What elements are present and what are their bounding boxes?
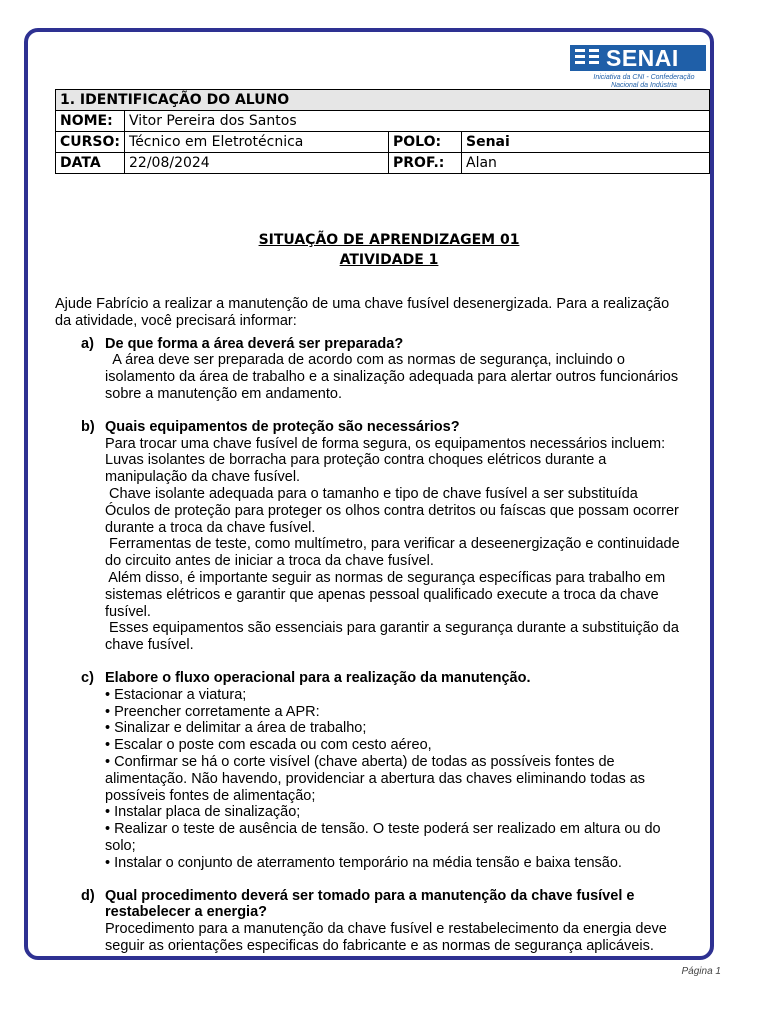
answer-line: isolamento da área de trabalho e a sinalização adequada para alertar outros funcionários [105,369,679,386]
answer-line: Chave isolante adequada para o tamanho e tipo de chave fusível a ser substituída [105,485,638,502]
question-letter: b) [81,418,95,435]
answer-line: Óculos de proteção para proteger os olhos contra detritos ou faíscas que possam ocorrer [105,502,679,519]
intro-line: da atividade, você precisará informar: [55,312,297,329]
polo-label: POLO: [389,132,462,153]
answer-line: • Sinalizar e delimitar a área de trabalho; [105,720,367,737]
answer-line: • Realizar o teste de ausência de tensão. O teste poderá ser realizado em altura ou do [105,821,661,838]
course-value: Técnico em Eletrotécnica [125,132,389,153]
answer-line: • Instalar o conjunto de aterramento temporário na média tensão e baixa tensão. [105,854,622,871]
senai-logo-box [570,45,706,71]
answer-line: seguir as orientações especificas do fabricante e as normas de segurança aplicáveis. [105,937,654,954]
question-item [55,670,725,872]
answer-line: sistemas elétricos e garantir que apenas pessoal qualificado execute a troca da chave [105,586,659,603]
answer-line: chave fusível. [105,637,194,654]
question-item [55,336,725,403]
answer-line: durante a troca da chave fusível. [105,519,316,536]
senai-logo-text: SENAI [606,45,679,71]
prof-label: PROF.: [389,153,462,174]
heading-line-1: SITUAÇÃO DE APRENDIZAGEM 01 [258,232,520,248]
logo-tagline-2: Nacional da Indústria [611,82,677,89]
answer-line: • Estacionar a viatura; [105,686,247,703]
question-title: restabelecer a energia? [105,904,268,921]
answer-line: sobre a manutenção em andamento. [105,385,342,402]
answer-line: solo; [105,837,136,854]
questions-list [55,336,725,955]
question-letter: c) [81,669,94,686]
question-item [55,888,725,955]
intro-line: Ajude Fabrício a realizar a manutenção de uma chave fusível desenergizada. Para a realização [55,296,670,312]
senai-emblem-icon [573,45,603,71]
activity-heading [0,230,768,270]
identification-table [55,89,710,174]
answer-line: Luvas isolantes de borracha para proteção contra choques elétricos durante a [105,452,607,469]
answer-line: Ferramentas de teste, como multímetro, para verificar a deseenergização e continuidade [105,536,680,553]
question-title: De que forma a área deverá ser preparada? [105,335,404,352]
logo-tagline-1: Iniciativa da CNI - Confederação [593,74,695,81]
prof-value: Alan [462,153,710,174]
senai-logo [570,45,706,89]
question-title: Quais equipamentos de proteção são necessários? [105,418,460,435]
question-title: Elabore o fluxo operacional para a realização da manutenção. [105,669,531,686]
date-value: 22/08/2024 [125,153,389,174]
answer-line: manipulação da chave fusível. [105,469,301,486]
answer-line: • Preencher corretamente a APR: [105,703,320,720]
answer-line: Esses equipamentos são essenciais para garantir a segurança durante a substituição da [105,620,679,637]
date-label: DATA [56,153,125,174]
answer-line: • Escalar o poste com escada ou com cesto aéreo, [105,737,432,754]
name-label: NOME: [56,111,125,132]
identification-title: 1. IDENTIFICAÇÃO DO ALUNO [56,90,710,111]
polo-value: Senai [462,132,710,153]
answer-line: Para trocar uma chave fusível de forma segura, os equipamentos necessários incluem: [105,435,666,452]
question-title: Qual procedimento deverá ser tomado para a manutenção da chave fusível e [105,887,635,904]
course-label: CURSO: [56,132,125,153]
answer-line: possíveis fontes de alimentação; [105,787,316,804]
answer-line: do circuito antes de iniciar a troca da chave fusível. [105,553,434,570]
answer-line: • Instalar placa de sinalização; [105,804,301,821]
intro-paragraph [55,296,725,330]
answer-line: fusível. [105,603,151,620]
heading-line-2: ATIVIDADE 1 [339,252,439,268]
question-item [55,419,725,654]
answer-line: Além disso, é importante seguir as normas de segurança específicas para trabalho em [105,569,666,586]
name-value: Vitor Pereira dos Santos [125,111,710,132]
answer-line: A área deve ser preparada de acordo com as normas de segurança, incluindo o [105,352,625,369]
question-letter: d) [81,887,95,904]
answer-line: alimentação. Não havendo, providenciar a abertura das chaves eliminando todas as [105,770,646,787]
question-letter: a) [81,335,94,352]
answer-line: • Confirmar se há o corte visível (chave aberta) de todas as possíveis fontes de [105,753,615,770]
page-number: Página 1 [681,966,721,977]
answer-line: Procedimento para a manutenção da chave fusível e restabelecimento da energia deve [105,921,667,938]
document-body [55,296,725,971]
